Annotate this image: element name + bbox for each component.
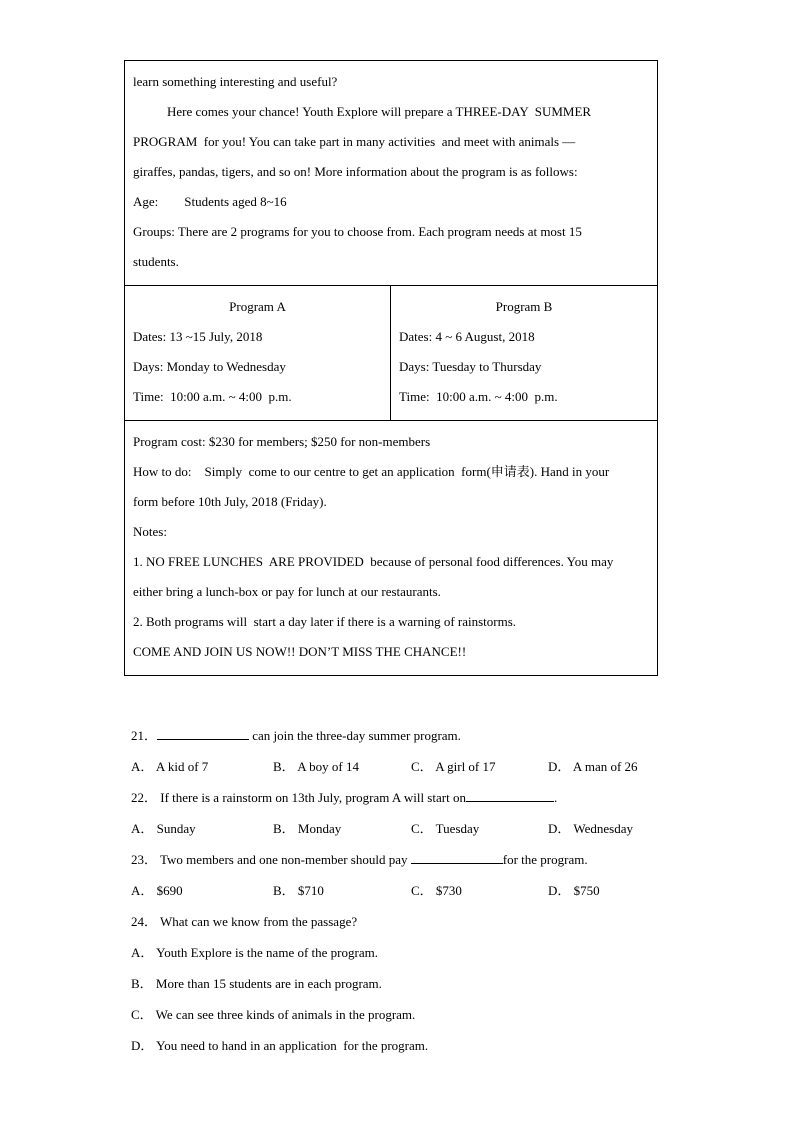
question-stem-text: can join the three-day summer program. bbox=[249, 728, 461, 743]
question-options bbox=[131, 875, 671, 906]
program-a-dates: Dates: 13 ~15 July, 2018 bbox=[133, 329, 263, 344]
question-stem bbox=[131, 844, 671, 875]
question-stem-text: 23． Two members and one non-member should pay bbox=[131, 852, 411, 867]
question-stem bbox=[131, 782, 671, 813]
program-b-title: Program B bbox=[495, 299, 553, 314]
program-a-time: Time: 10:00 a.m. ~ 4:00 p.m. bbox=[133, 389, 292, 404]
option-b[interactable]: B． A boy of 14 bbox=[273, 759, 359, 774]
program-a-days: Days: Monday to Wednesday bbox=[133, 359, 286, 374]
question-stem-text: 22． If there is a rainstorm on 13th July, program A will start on bbox=[131, 790, 466, 805]
question-block bbox=[131, 844, 671, 906]
option-b[interactable]: B． $710 bbox=[273, 883, 324, 898]
option-a[interactable]: A． Youth Explore is the name of the program. bbox=[131, 945, 378, 960]
question-options bbox=[131, 937, 671, 1061]
question-stem: 24． What can we know from the passage? bbox=[131, 914, 358, 929]
question-stem-tail: for the program. bbox=[502, 852, 588, 867]
answer-blank[interactable] bbox=[466, 801, 554, 802]
passage-note-line: either bring a lunch-box or pay for lunch at our restaurants. bbox=[133, 584, 441, 599]
passage-line-groups: Groups: There are 2 programs for you to choose from. Each program needs at most 15 bbox=[133, 224, 582, 239]
option-c[interactable]: C． We can see three kinds of animals in the program. bbox=[131, 1007, 416, 1022]
passage-howto-line: form before 10th July, 2018 (Friday). bbox=[133, 494, 327, 509]
question-stem-tail: . bbox=[553, 790, 558, 805]
option-d[interactable]: D． $750 bbox=[548, 883, 600, 898]
option-d[interactable]: D． A man of 26 bbox=[548, 759, 638, 774]
answer-blank[interactable] bbox=[411, 863, 503, 864]
passage-line: learn something interesting and useful? bbox=[133, 74, 338, 89]
program-b-dates: Dates: 4 ~ 6 August, 2018 bbox=[399, 329, 535, 344]
passage-note-line: 1. NO FREE LUNCHES ARE PROVIDED because of personal food differences. You may bbox=[133, 554, 614, 569]
passage-howto-line: How to do: Simply come to our centre to get an application form(申请表). Hand in your bbox=[133, 464, 610, 479]
passage-call-to-action: COME AND JOIN US NOW!! DON’T MISS THE CHANCE!! bbox=[133, 644, 467, 659]
option-c[interactable]: C． Tuesday bbox=[411, 821, 480, 836]
program-cell-b bbox=[391, 286, 657, 420]
option-c[interactable]: C． $730 bbox=[411, 883, 462, 898]
program-cell-a bbox=[125, 286, 391, 420]
question-block bbox=[131, 720, 671, 782]
option-a[interactable]: A． A kid of 7 bbox=[131, 759, 209, 774]
passage-line-age: Age: Students aged 8~16 bbox=[133, 194, 287, 209]
question-stem bbox=[131, 720, 671, 751]
question-block bbox=[131, 906, 671, 1061]
passage-line: Here comes your chance! Youth Explore will prepare a THREE-DAY SUMMER bbox=[167, 104, 592, 119]
passage-line: students. bbox=[133, 254, 179, 269]
option-c[interactable]: C． A girl of 17 bbox=[411, 759, 496, 774]
passage-notes-heading: Notes: bbox=[133, 524, 167, 539]
question-block bbox=[131, 782, 671, 844]
passage-cost-line: Program cost: $230 for members; $250 for non-members bbox=[133, 434, 431, 449]
answer-blank[interactable] bbox=[157, 739, 249, 740]
program-a-title: Program A bbox=[229, 299, 286, 314]
option-d[interactable]: D． You need to hand in an application for the program. bbox=[131, 1038, 429, 1053]
option-d[interactable]: D． Wednesday bbox=[548, 821, 634, 836]
question-options bbox=[131, 751, 671, 782]
questions-section bbox=[131, 720, 671, 1061]
question-options bbox=[131, 813, 671, 844]
passage-box bbox=[124, 60, 658, 676]
program-b-time: Time: 10:00 a.m. ~ 4:00 p.m. bbox=[399, 389, 558, 404]
passage-details-section bbox=[125, 420, 657, 675]
option-a[interactable]: A． Sunday bbox=[131, 821, 196, 836]
option-b[interactable]: B． More than 15 students are in each program. bbox=[131, 976, 382, 991]
passage-line: giraffes, pandas, tigers, and so on! More information about the program is as follows: bbox=[133, 164, 578, 179]
program-b-days: Days: Tuesday to Thursday bbox=[399, 359, 542, 374]
passage-line: PROGRAM for you! You can take part in many activities and meet with animals — bbox=[133, 134, 576, 149]
option-b[interactable]: B． Monday bbox=[273, 821, 342, 836]
program-comparison-table bbox=[125, 285, 657, 420]
passage-note-line: 2. Both programs will start a day later if there is a warning of rainstorms. bbox=[133, 614, 517, 629]
option-a[interactable]: A． $690 bbox=[131, 883, 183, 898]
passage-intro-section bbox=[125, 61, 657, 285]
question-number: 21． bbox=[131, 728, 158, 743]
